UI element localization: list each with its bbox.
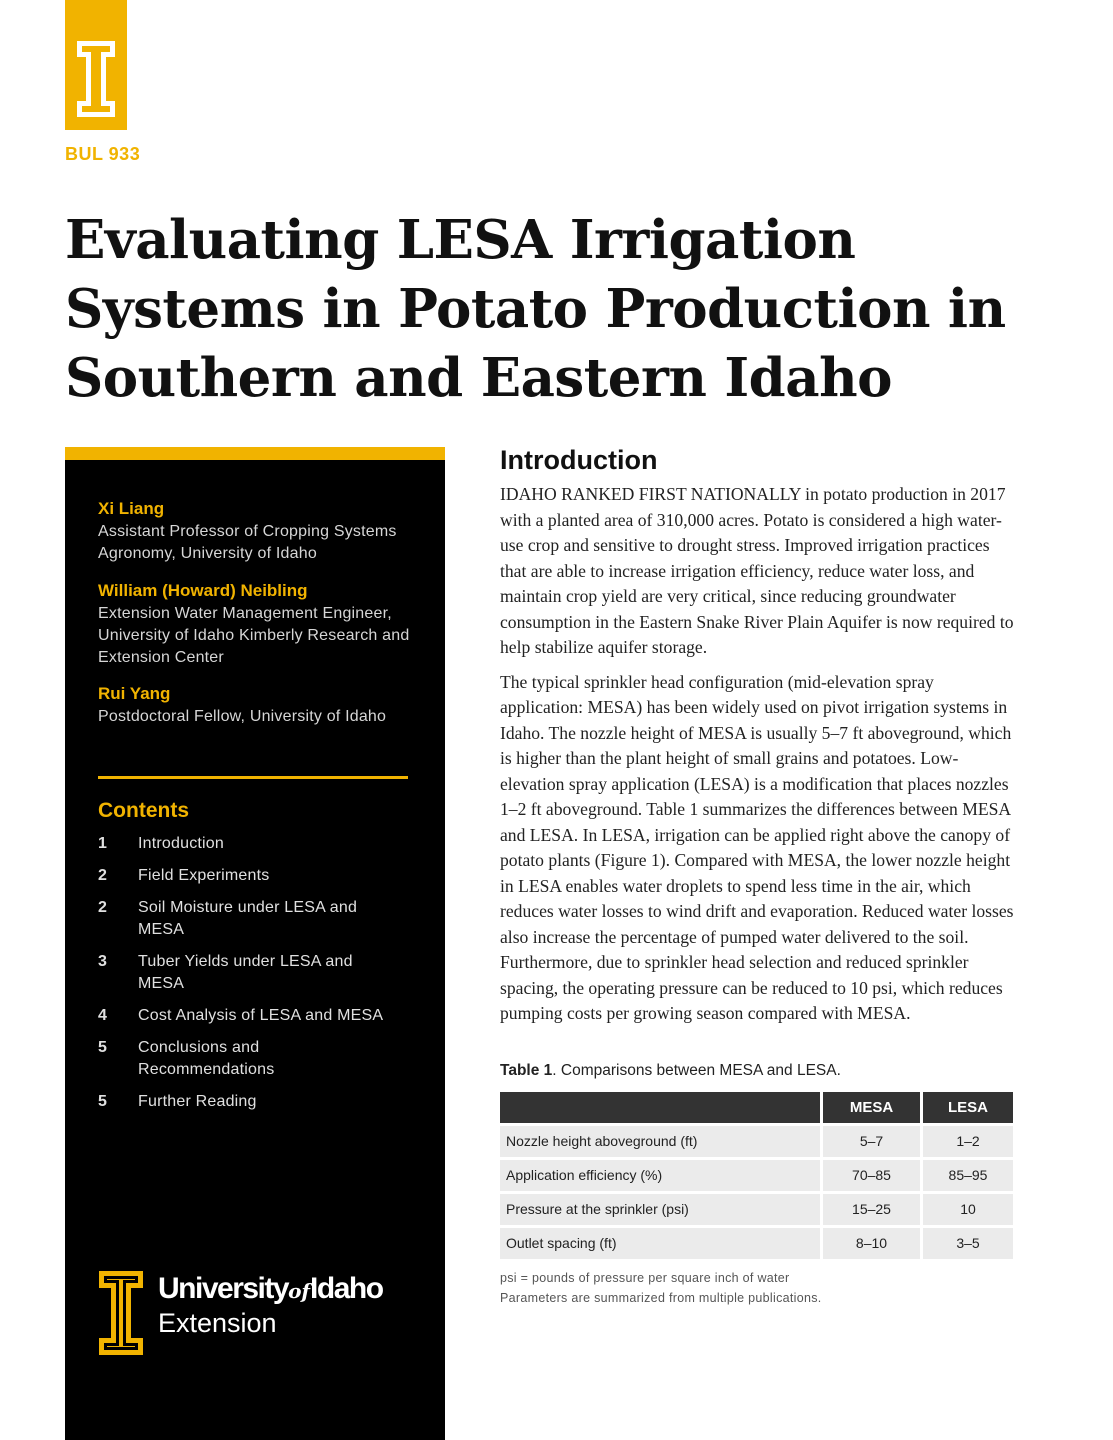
author-name: Rui Yang — [98, 684, 171, 703]
cell-mesa: 5–7 — [823, 1126, 920, 1157]
author-block — [98, 683, 428, 728]
toc-label: Introduction — [138, 835, 225, 852]
toc-page-number: 1 — [98, 835, 107, 852]
cell-parameter: Outlet spacing (ft) — [500, 1228, 820, 1259]
comparison-table — [497, 1089, 1016, 1262]
cell-lesa: 1–2 — [923, 1126, 1013, 1157]
cell-mesa: 70–85 — [823, 1160, 920, 1191]
toc-item-introduction[interactable] — [98, 833, 408, 855]
author-name: Xi Liang — [98, 499, 165, 518]
toc-item-tuber-yields[interactable] — [98, 951, 408, 995]
author-title: Extension Water Management Engineer, University of Idaho Kimberly Research and Extension Center — [98, 605, 410, 666]
table-header-row — [500, 1092, 1013, 1123]
logo-wordmark — [158, 1272, 383, 1306]
cell-parameter: Pressure at the sprinkler (psi) — [500, 1194, 820, 1225]
table-caption-text: . Comparisons between MESA and LESA. — [552, 1061, 841, 1079]
table-row — [500, 1126, 1013, 1157]
toc-label: Cost Analysis of LESA and MESA — [138, 1007, 384, 1024]
toc-page-number: 5 — [98, 1093, 107, 1110]
toc-item-field-experiments[interactable] — [98, 865, 408, 887]
toc-item-soil-moisture[interactable] — [98, 897, 408, 941]
cell-mesa: 8–10 — [823, 1228, 920, 1259]
university-of-idaho-extension-logo — [98, 1270, 418, 1360]
toc-label: Tuber Yields under LESA and MESA — [138, 953, 353, 992]
table-row — [500, 1194, 1013, 1225]
toc-item-conclusions[interactable] — [98, 1037, 408, 1081]
toc-label: Field Experiments — [138, 867, 270, 884]
column-header-lesa: LESA — [923, 1092, 1013, 1123]
idaho-i-logo-icon — [98, 1270, 144, 1356]
logo-university: University — [158, 1272, 289, 1305]
toc-item-further-reading[interactable] — [98, 1091, 408, 1113]
sidebar — [65, 447, 445, 1440]
author-block — [98, 498, 428, 565]
toc-label: Conclusions and Recommendations — [138, 1039, 275, 1078]
university-logo-tab — [65, 0, 127, 130]
table-of-contents — [98, 833, 408, 1123]
logo-of: of — [288, 1279, 311, 1303]
idaho-i-icon — [76, 40, 116, 118]
cell-lesa: 85–95 — [923, 1160, 1013, 1191]
toc-page-number: 2 — [98, 899, 107, 916]
table-row — [500, 1160, 1013, 1191]
cell-parameter: Application efficiency (%) — [500, 1160, 820, 1191]
toc-page-number: 4 — [98, 1007, 107, 1024]
author-title: Assistant Professor of Cropping Systems Agronomy, University of Idaho — [98, 523, 397, 562]
column-header-mesa: MESA — [823, 1092, 920, 1123]
contents-heading: Contents — [98, 799, 189, 822]
author-title: Postdoctoral Fellow, University of Idaho — [98, 708, 387, 725]
bulletin-number: BUL 933 — [65, 144, 141, 164]
toc-page-number: 3 — [98, 953, 107, 970]
cell-lesa: 10 — [923, 1194, 1013, 1225]
cell-lesa: 3–5 — [923, 1228, 1013, 1259]
toc-label: Further Reading — [138, 1093, 257, 1110]
toc-page-number: 5 — [98, 1039, 107, 1056]
toc-page-number: 2 — [98, 867, 107, 884]
toc-label: Soil Moisture under LESA and MESA — [138, 899, 358, 938]
cell-parameter: Nozzle height aboveground (ft) — [500, 1126, 820, 1157]
table-row — [500, 1228, 1013, 1259]
table-caption-label: Table 1 — [500, 1061, 553, 1079]
cell-mesa: 15–25 — [823, 1194, 920, 1225]
author-block — [98, 580, 428, 669]
main-content — [500, 445, 1020, 1308]
logo-extension: Extension — [158, 1308, 277, 1338]
column-header-parameter — [500, 1092, 820, 1123]
table-caption — [500, 1062, 1020, 1080]
intro-paragraph: The typical sprinkler head configuration (mid-elevation spray application: MESA) has been widely used on pivot irrigation systems in Idaho. The nozzle height of MESA is usually 5–7 ft aboveground, which is higher than the plant height of small grains and potatoes. Low-elevation spray application (LESA) is a modification that places nozzles 1–2 ft aboveground. Table 1 summarizes the differences between MESA and LESA. In LESA, irrigation can be applied right above the canopy of potato plants (Figure 1). Compared with MESA, the lower nozzle height in LESA enables water droplets to spend less time in the air, which reduces water losses to wind drift and evaporation. Reduced water losses also increase the percentage of pumped water delivered to the soil. Furthermore, due to sprinkler head selection and reduced sprinkler spacing, the operating pressure can be reduced to 10 psi, which reduces pumping costs per growing season compared with MESA. — [500, 671, 1014, 1023]
page-title: Evaluating LESA Irrigation Systems in Potato Production in Southern and Eastern Idaho — [65, 209, 1006, 409]
section-heading-introduction: Introduction — [500, 445, 658, 475]
sidebar-divider — [98, 776, 408, 779]
table-footnote: psi = pounds of pressure per square inch of water — [500, 1270, 790, 1285]
toc-item-cost-analysis[interactable] — [98, 1005, 408, 1027]
table-footnote: Parameters are summarized from multiple publications. — [500, 1290, 822, 1305]
intro-paragraph: IDAHO RANKED FIRST NATIONALLY in potato production in 2017 with a planted area of 310,000 acres. Potato is considered a high water-use crop and sensitive to drought stress. Improved irrigation practices that are able to increase irrigation efficiency, reduce water loss, and maintain crop yield are very critical, since reducing groundwater consumption in the Eastern Snake River Plain Aquifer is now required to help stabilize aquifer storage. — [500, 484, 1014, 657]
author-name: William (Howard) Neibling — [98, 581, 308, 600]
logo-idaho: Idaho — [310, 1272, 383, 1305]
